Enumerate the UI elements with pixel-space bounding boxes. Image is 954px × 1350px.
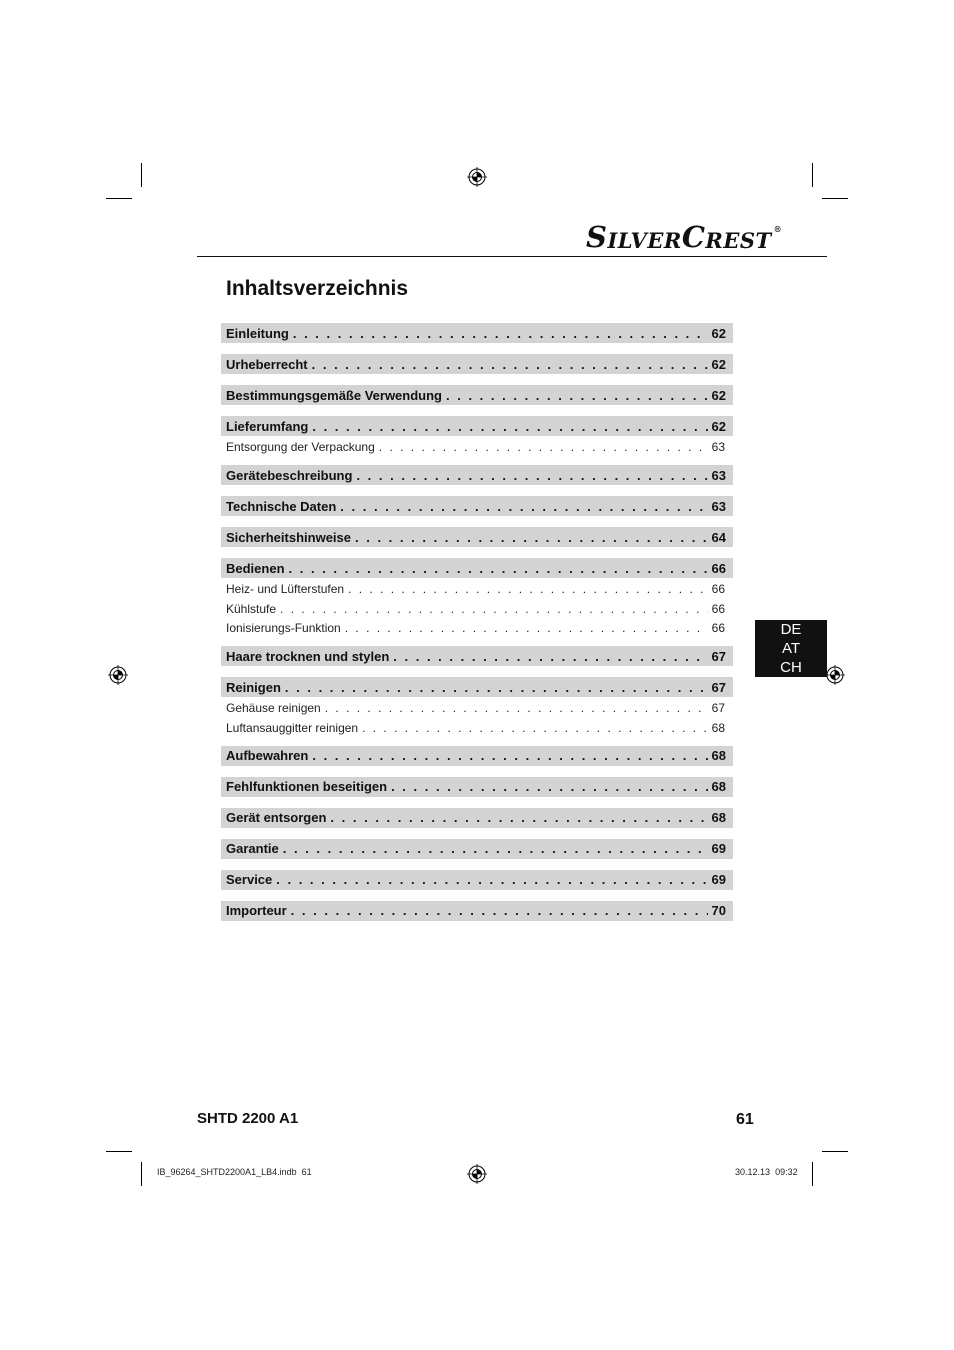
toc-entry-title: Ionisierungs-Funktion [226, 621, 341, 635]
toc-entry-title: Bestimmungsgemäße Verwendung [226, 387, 442, 403]
toc-dot-leader [312, 419, 707, 434]
toc-dot-leader [312, 357, 708, 372]
toc-entry [221, 385, 733, 405]
toc-dot-leader [280, 602, 708, 616]
toc-entry-title: Heiz- und Lüfterstufen [226, 582, 345, 596]
slug-page: 61 [301, 1167, 312, 1177]
toc-dot-leader [356, 468, 707, 483]
toc-subentry [221, 619, 733, 637]
toc-entry-page: 66 [711, 582, 725, 596]
toc-entry-page: 63 [711, 498, 726, 514]
toc-entry-page: 70 [711, 903, 726, 918]
toc-entry-title: Bedienen [226, 560, 285, 576]
crop-mark-top-right-vertical [812, 163, 813, 187]
toc-entry [221, 901, 733, 921]
toc-dot-leader [293, 326, 708, 341]
toc-dot-leader [276, 872, 707, 887]
crop-mark-bottom-left-vertical [141, 1162, 142, 1186]
toc-entry [221, 839, 733, 859]
toc-dot-leader [393, 649, 707, 664]
toc-entry-page: 67 [711, 679, 726, 695]
language-tab [755, 620, 827, 677]
toc-dot-leader [289, 561, 708, 576]
toc-entry-page: 66 [711, 601, 725, 616]
toc-entry-page: 67 [711, 701, 725, 715]
toc-subentry [221, 719, 733, 737]
toc-dot-leader [391, 779, 707, 794]
page-title: Inhaltsverzeichnis [226, 277, 409, 300]
model-number: SHTD 2200 A1 [197, 1110, 299, 1127]
toc-entry-page: 66 [711, 560, 726, 576]
language-code: CH [780, 659, 802, 676]
crop-mark-top-right-horizontal [822, 198, 848, 199]
toc-entry [221, 527, 733, 547]
toc-subentry [221, 438, 733, 456]
toc-entry [221, 677, 733, 697]
header-rule [197, 256, 827, 257]
brand-logo [586, 220, 782, 252]
toc-subentry [221, 699, 733, 717]
toc-entry-title: Urheberrecht [226, 356, 308, 372]
toc-entry-title: Technische Daten [226, 498, 337, 514]
toc-entry-title: Gerätebeschreibung [226, 467, 353, 483]
toc-entry-title: Kühlstufe [226, 601, 277, 616]
toc-dot-leader [348, 582, 708, 596]
page-number: 61 [736, 1111, 754, 1128]
toc-entry [221, 416, 733, 436]
registration-mark-icon [467, 1164, 487, 1184]
toc-entry [221, 354, 733, 374]
toc-dot-leader [330, 810, 707, 825]
brand-letter: S [586, 220, 608, 254]
toc-entry-page: 62 [711, 418, 726, 434]
toc-entry-page: 68 [711, 720, 725, 735]
brand-text: ILVER [607, 228, 682, 253]
toc-entry [221, 777, 733, 797]
toc-entry [221, 465, 733, 485]
toc-entry [221, 646, 733, 666]
toc-subentry [221, 580, 733, 598]
crop-mark-top-left-horizontal [106, 198, 132, 199]
toc-entry-title: Fehlfunktionen beseitigen [226, 779, 388, 794]
slug-date: 30.12.13 [735, 1167, 771, 1177]
toc-entry-title: Gerät entsorgen [226, 810, 327, 825]
toc-entry-title: Entsorgung der Verpackung [226, 440, 375, 454]
registration-mark-icon [467, 167, 487, 187]
toc-entry [221, 746, 733, 766]
toc-entry-page: 67 [711, 648, 726, 664]
toc-entry-page: 68 [711, 779, 726, 794]
language-code: DE [780, 621, 802, 638]
toc-entry-title: Sicherheitshinweise [226, 529, 351, 545]
toc-entry [221, 808, 733, 828]
toc-entry-page: 69 [711, 872, 726, 887]
toc-entry-page: 68 [711, 748, 726, 763]
toc-dot-leader [355, 530, 708, 545]
toc-entry-title: Luftansauggitter reinigen [226, 720, 359, 735]
toc-entry [221, 870, 733, 890]
toc-dot-leader [362, 721, 708, 735]
toc-entry-title: Aufbewahren [226, 748, 309, 763]
toc-entry [221, 496, 733, 516]
toc-dot-leader [312, 748, 707, 763]
toc-entry-title: Gehäuse reinigen [226, 701, 321, 715]
toc-dot-leader [291, 903, 708, 918]
registration-mark-icon [108, 665, 128, 685]
registration-mark-icon [825, 665, 845, 685]
toc-entry [221, 558, 733, 578]
toc-entry-page: 62 [711, 325, 726, 341]
toc-entry-page: 62 [711, 387, 726, 403]
toc-dot-leader [345, 621, 708, 635]
toc-entry-page: 64 [711, 529, 726, 545]
print-slug-file [157, 1167, 312, 1177]
toc-entry-title: Einleitung [226, 325, 289, 341]
toc-entry-title: Importeur [226, 903, 287, 918]
toc-dot-leader [325, 701, 708, 715]
trademark-symbol: ® [773, 224, 783, 234]
toc-entry-page: 63 [711, 467, 726, 483]
toc-entry-title: Garantie [226, 841, 279, 856]
brand-text: REST [705, 228, 772, 253]
toc-entry-page: 62 [711, 356, 726, 372]
toc-entry [221, 323, 733, 343]
toc-entry-title: Service [226, 872, 273, 887]
toc-entry-page: 68 [711, 810, 726, 825]
toc-entry-page: 63 [711, 440, 725, 454]
toc-entry-title: Lieferumfang [226, 418, 309, 434]
toc-dot-leader [379, 440, 708, 454]
toc-entry-title: Haare trocknen und stylen [226, 648, 390, 664]
toc-dot-leader [283, 841, 708, 856]
toc-dot-leader [285, 680, 708, 695]
toc-dot-leader [446, 388, 708, 403]
toc-dot-leader [340, 499, 707, 514]
crop-mark-bottom-left-horizontal [106, 1151, 132, 1152]
toc-subentry [221, 600, 733, 618]
toc-entry-title: Reinigen [226, 679, 281, 695]
brand-letter: C [681, 220, 706, 254]
language-code: AT [781, 640, 801, 657]
slug-time: 09:32 [775, 1167, 798, 1177]
slug-filename: IB_96264_SHTD2200A1_LB4.indb [157, 1167, 297, 1177]
crop-mark-top-left-vertical [141, 163, 142, 187]
toc-entry-page: 69 [711, 841, 726, 856]
crop-mark-bottom-right-horizontal [822, 1151, 848, 1152]
toc-entry-page: 66 [711, 621, 725, 635]
print-slug-date [735, 1167, 798, 1177]
crop-mark-bottom-right-vertical [812, 1162, 813, 1186]
